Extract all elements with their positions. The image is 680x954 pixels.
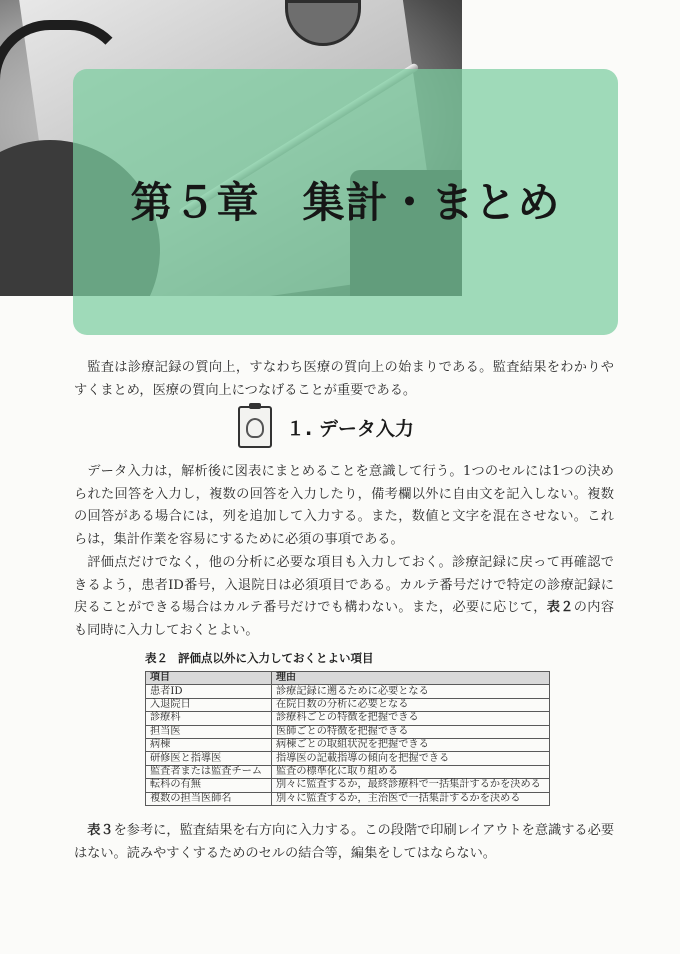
paragraph-text: の内容も同時に入力しておくとよい。 [74,600,615,638]
item-cell: 患者ID [146,685,272,698]
closing-paragraph [74,820,614,865]
table-row [146,779,550,792]
reason-cell: 診療科ごとの特徴を把握できる [272,712,550,725]
header-cell: 理由 [272,672,550,685]
table-row [146,752,550,765]
item-cell: 転科の有無 [146,779,272,792]
table-row [146,738,550,751]
chapter-title: 第５章 集計・まとめ [130,178,561,227]
table-reference: 表３ [87,823,114,838]
table-title: 評価点以外に入力しておくとよい項目 [178,651,374,665]
paragraph-text: 評価点だけでなく，他の分析に必要な項目も入力しておく。診療記録に戻って再確認できるよう，患者ID番号，入退院日は必須項目である。カルテ番号だけで特定の診療記録に戻ることができる場合はカルテ番号だけでも構わない。また，必要に応じて， [74,555,614,615]
item-cell: 複数の担当医師名 [146,792,272,805]
clipboard-stethoscope-icon [238,406,272,448]
reason-cell: 病棟ごとの取組状況を把握できる [272,738,550,751]
item-cell: 入退院日 [146,698,272,711]
item-cell: 担当医 [146,725,272,738]
section-paragraph-1: データ入力は，解析後に図表にまとめることを意識して行う。1つのセルには1つの決められた回答を入力し，複数の回答を入力したり，備考欄以外に自由文を記入しない。複数の回答がある場合には，列を追加して入力する。また，数値と文字を混在させない。これらは，集計作業を容易にするために必須の事項である。 [74,464,614,547]
section-heading [238,404,458,450]
table-row [146,712,550,725]
section-title: １. データ入力 [286,418,414,440]
header-cell: 項目 [146,672,272,685]
items-table [145,671,550,806]
section-paragraph-2 [74,552,614,642]
reason-cell: 監査の標準化に取り組める [272,765,550,778]
item-cell: 病棟 [146,738,272,751]
reason-cell: 別々に監査するか，最終診療科で一括集計するかを決める [272,779,550,792]
table-row [146,725,550,738]
item-cell: 研修医と指導医 [146,752,272,765]
item-cell: 診療科 [146,712,272,725]
item-cell: 監査者または監査チーム [146,765,272,778]
table-caption [145,650,374,666]
table-row [146,765,550,778]
reason-cell: 医師ごとの特徴を把握できる [272,725,550,738]
reason-cell: 診療記録に遡るために必要となる [272,685,550,698]
reason-cell: 指導医の記載指導の傾向を把握できる [272,752,550,765]
paragraph-text: を参考に，監査結果を右方向に入力する。この段階で印刷レイアウトを意識する必要はない。読みやすくするためのセルの結合等，編集をしてはならない。 [74,823,615,861]
table-number: 表２ [145,651,168,665]
table-row [146,698,550,711]
table-row [146,685,550,698]
reason-cell: 在院日数の分析に必要となる [272,698,550,711]
reason-cell: 別々に監査するか，主治医で一括集計するかを決める [272,792,550,805]
table-row [146,792,550,805]
intro-paragraph: 監査は診療記録の質向上，すなわち医療の質向上の始まりである。監査結果をわかりやすくまとめ，医療の質向上につなげることが重要である。 [74,360,614,398]
table-reference: 表２ [546,600,574,615]
table-header-row [146,672,550,685]
